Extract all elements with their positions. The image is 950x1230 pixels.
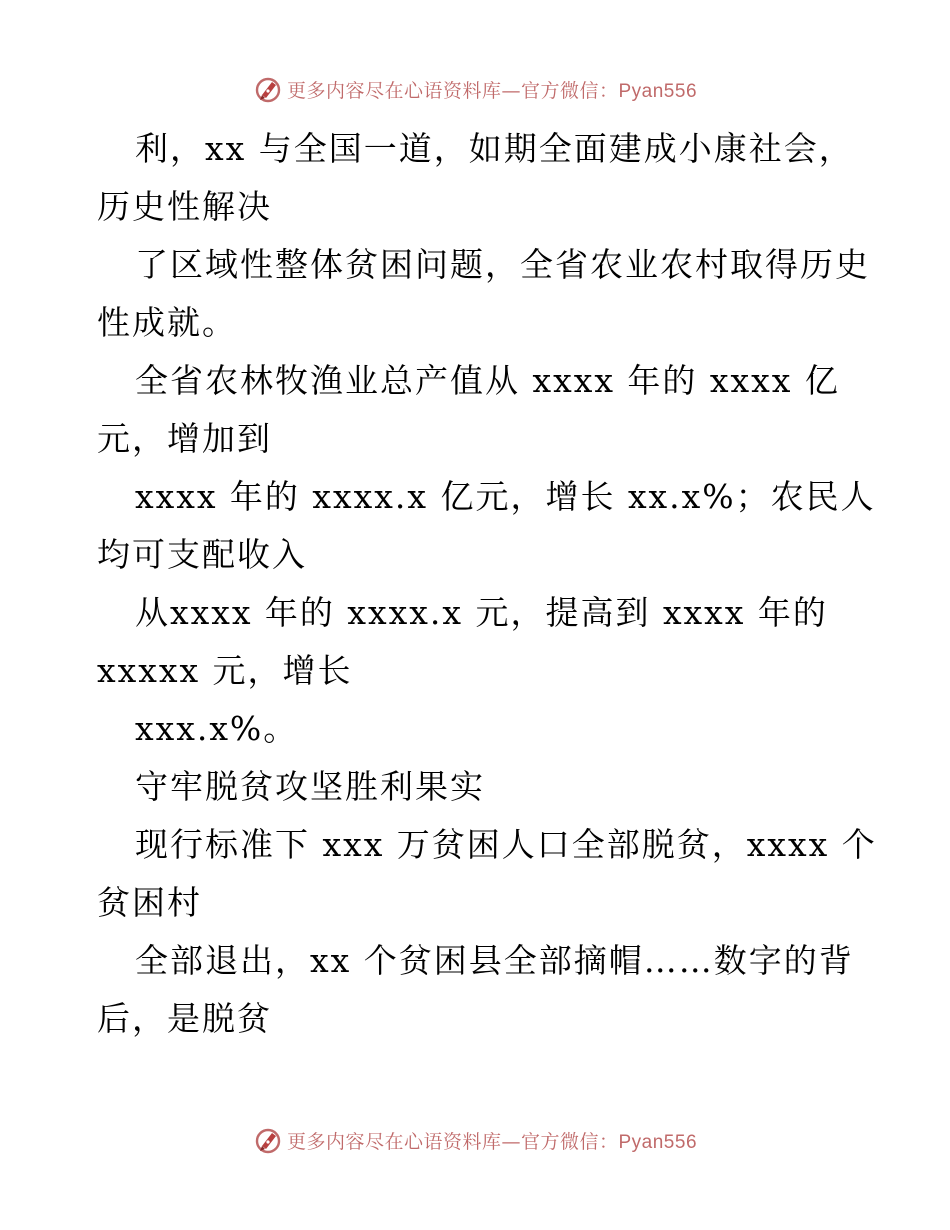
body-line: 现行标准下 xxx 万贫困人口全部脱贫，xxxx 个 bbox=[135, 825, 877, 864]
body-line: 元，增加到 bbox=[97, 419, 272, 458]
body-line: xxxx 年的 xxxx.x 亿元，增长 xx.x%；农民人 bbox=[135, 477, 876, 516]
body-line: 利，xx 与全国一道，如期全面建成小康社会， bbox=[135, 129, 854, 168]
header-watermark bbox=[0, 72, 950, 106]
body-line: xxxxx 元，增长 bbox=[97, 651, 353, 690]
body-line: 均可支配收入 bbox=[97, 535, 307, 574]
body-line: 性成就。 bbox=[97, 303, 237, 342]
pen-nib-circle-icon bbox=[253, 74, 283, 104]
body-line: 全省农林牧渔业总产值从 xxxx 年的 xxxx 亿 bbox=[135, 361, 840, 400]
pen-nib-circle-icon bbox=[253, 1125, 283, 1155]
body-line: 了区域性整体贫困问题，全省农业农村取得历史 bbox=[135, 245, 870, 284]
body-line: 后，是脱贫 bbox=[97, 999, 272, 1038]
section-heading: 守牢脱贫攻坚胜利果实 bbox=[135, 767, 485, 806]
body-line: 从xxxx 年的 xxxx.x 元，提高到 xxxx 年的 bbox=[135, 593, 828, 632]
header-watermark-text: 更多内容尽在心语资料库—官方微信：Pyan556 bbox=[286, 79, 698, 102]
document-body bbox=[97, 120, 877, 1048]
body-line: 全部退出，xx 个贫困县全部摘帽……数字的背 bbox=[135, 941, 854, 980]
footer-watermark-text: 更多内容尽在心语资料库—官方微信：Pyan556 bbox=[286, 1130, 698, 1153]
body-line: 历史性解决 bbox=[97, 187, 272, 226]
footer-watermark bbox=[0, 1123, 950, 1157]
body-line: 贫困村 bbox=[97, 883, 202, 922]
body-line: xxx.x%。 bbox=[135, 709, 299, 748]
